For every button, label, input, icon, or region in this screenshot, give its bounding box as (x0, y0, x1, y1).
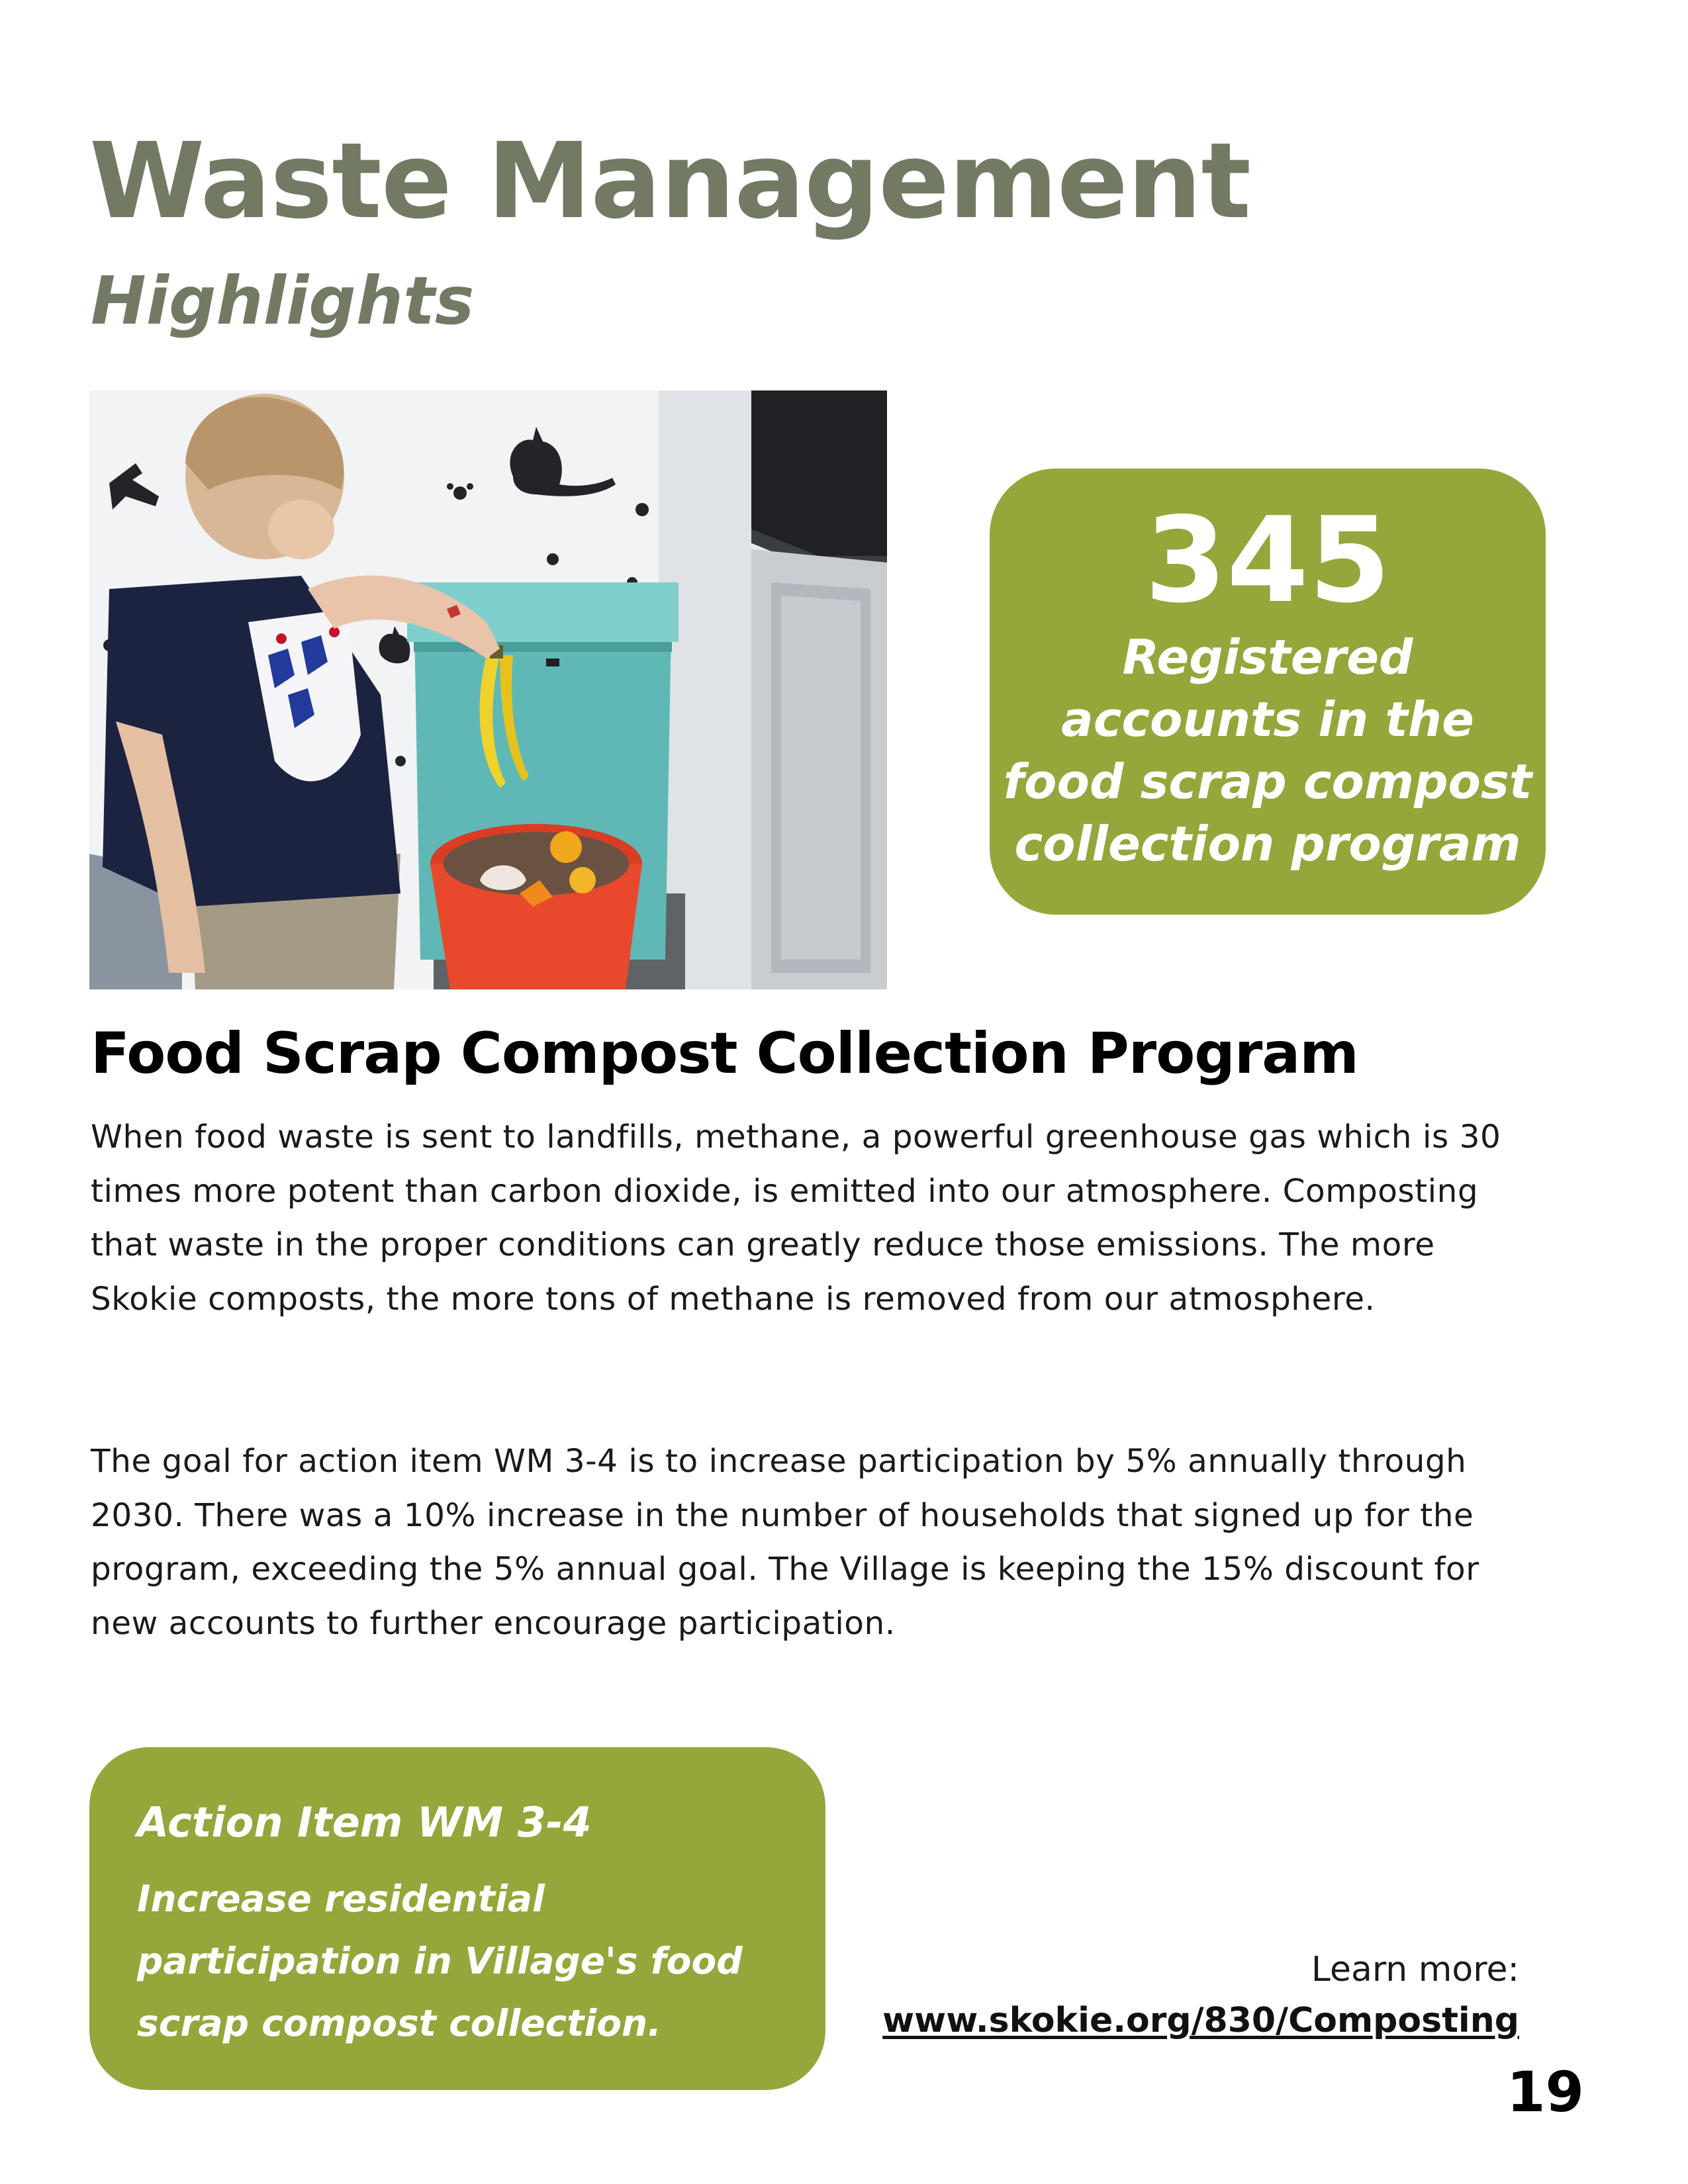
action-item-card (89, 1747, 825, 2090)
page-title: Waste Management (89, 120, 1251, 242)
stat-card (990, 469, 1546, 915)
stat-number: 345 (1145, 492, 1391, 629)
page-subtitle: Highlights (91, 262, 475, 340)
action-item-title: Action Item WM 3-4 (137, 1798, 592, 1846)
compost-photo (89, 390, 887, 989)
section-heading: Food Scrap Compost Collection Program (91, 1021, 1358, 1087)
body-paragraph-2: The goal for action item WM 3-4 is to increase participation by 5% annually through 2030. There was a 10% increase in the number of households that signed up for the program, exceeding the 5% annual goal. The Village is keeping the 15% discount for new accounts to further encourage participation. (91, 1443, 1479, 1642)
stat-label: Registered accounts in the food scrap compost collection program (1003, 629, 1532, 872)
learn-more-label: Learn more: (1311, 1950, 1519, 1989)
page-number: 19 (1507, 2060, 1584, 2124)
learn-more-link[interactable]: www.skokie.org/830/Composting (882, 2001, 1519, 2040)
body-paragraph-1: When food waste is sent to landfills, methane, a powerful greenhouse gas which is 30 times more potent than carbon dioxide, is emitted into our atmosphere. Composting that waste in the proper conditions can greatly reduce those emissions. The more Skokie composts, the more tons of methane is removed from our atmosphere. (91, 1118, 1501, 1318)
action-item-text: Increase residential participation in Village's food scrap compost collection. (137, 1878, 743, 2044)
